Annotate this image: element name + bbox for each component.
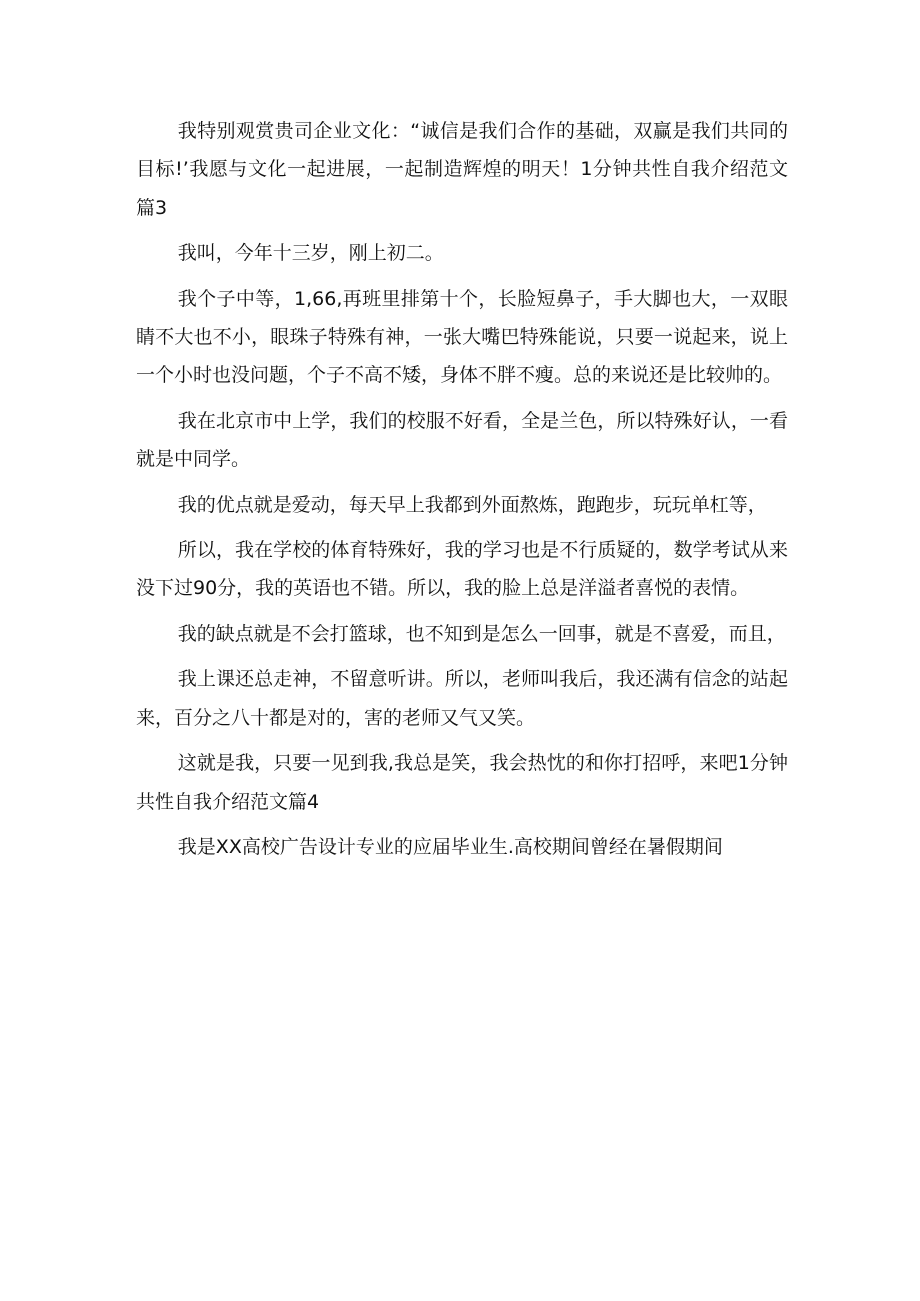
paragraph-1: 我特别观赏贵司企业文化：“诚信是我们合作的基础，双赢是我们共同的目标!’我愿与文化一起进展，一起制造辉煌的明天！1分钟共性自我介绍范文篇3 (136, 120, 788, 219)
paragraph-9: 这就是我，只要一见到我,我总是笑，我会热忱的和你打招呼，来吧1分钟共性自我介绍范文篇4 (136, 752, 788, 813)
paragraph-3: 我个子中等，1,66,再班里排第十个，长脸短鼻子，手大脚也大，一双眼睛不大也不小，眼珠子特殊有神，一张大嘴巴特殊能说，只要一说起来，说上一个小时也没问题，个子不高不矮，身体不胖不瘦。总的来说还是比较帅的。 (136, 287, 788, 387)
paragraph-7: 我的缺点就是不会打篮球，也不知到是怎么一回事，就是不喜爱，而且， (177, 622, 786, 645)
paragraph-4: 我在北京市中上学，我们的校服不好看，全是兰色，所以特殊好认，一看就是中同学。 (136, 409, 788, 471)
paragraph-5: 我的优点就是爱动，每天早上我都到外面熬炼，跑跑步，玩玩单杠等， (177, 493, 767, 516)
document-body (136, 112, 788, 873)
paragraph-10: 我是XX高校广告设计专业的应届毕业生.高校期间曾经在暑假期间 (177, 835, 723, 858)
paragraph-2: 我叫，今年十三岁，刚上初二。 (177, 242, 444, 265)
paragraph-6: 所以，我在学校的体育特殊好，我的学习也是不行质疑的，数学考试从来没下过90分，我的英语也不错。所以，我的脸上总是洋溢者喜悦的表情。 (136, 539, 788, 600)
paragraph-8: 我上课还总走神，不留意听讲。所以，老师叫我后，我还满有信念的站起来，百分之八十都是对的，害的老师又气又笑。 (136, 668, 788, 729)
